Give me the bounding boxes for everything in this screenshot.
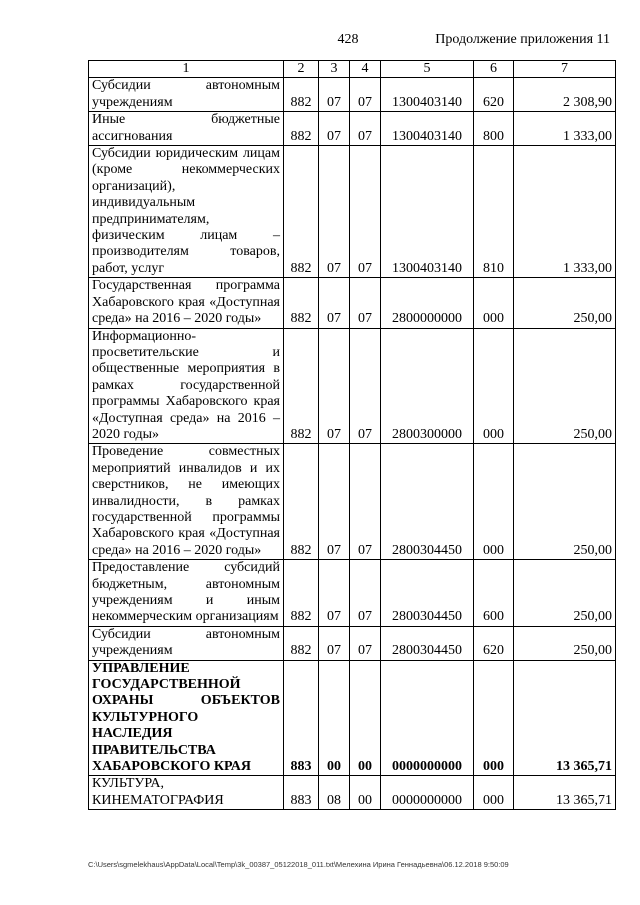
amount-cell: 250,00 bbox=[514, 278, 616, 328]
continuation-label: Продолжение приложения 11 bbox=[435, 32, 610, 47]
amount-cell: 13 365,71 bbox=[514, 660, 616, 776]
subsection-code-cell: 07 bbox=[350, 112, 381, 146]
amount-cell: 2 308,90 bbox=[514, 78, 616, 112]
amount-cell: 1 333,00 bbox=[514, 112, 616, 146]
subsection-code-cell: 00 bbox=[350, 660, 381, 776]
target-article-cell: 2800304450 bbox=[381, 560, 474, 627]
amount-cell: 1 333,00 bbox=[514, 146, 616, 278]
column-header: 7 bbox=[514, 61, 616, 78]
ministry-code-cell: 882 bbox=[284, 146, 319, 278]
section-code-cell: 07 bbox=[319, 328, 350, 444]
subsection-code-cell: 00 bbox=[350, 776, 381, 810]
table-row bbox=[89, 278, 616, 328]
target-article-cell: 0000000000 bbox=[381, 660, 474, 776]
table-row bbox=[89, 776, 616, 810]
section-code-cell: 00 bbox=[319, 660, 350, 776]
target-article-cell: 2800300000 bbox=[381, 328, 474, 444]
table-row bbox=[89, 112, 616, 146]
row-name-cell: Субсидии юридическим лицам (кроме некоммерческих организаций), индивидуальным предпринимателям, физическим лицам – производителям товаров, работ, услуг bbox=[89, 146, 284, 278]
table-row bbox=[89, 146, 616, 278]
table-header-row bbox=[89, 61, 616, 78]
table-row bbox=[89, 560, 616, 627]
budget-table bbox=[88, 60, 616, 810]
target-article-cell: 1300403140 bbox=[381, 78, 474, 112]
expense-type-cell: 620 bbox=[474, 626, 514, 660]
section-code-cell: 07 bbox=[319, 560, 350, 627]
subsection-code-cell: 07 bbox=[350, 444, 381, 560]
expense-type-cell: 000 bbox=[474, 328, 514, 444]
row-name-cell: Субсидии автономным учреждениям bbox=[89, 78, 284, 112]
amount-cell: 250,00 bbox=[514, 328, 616, 444]
section-code-cell: 07 bbox=[319, 278, 350, 328]
subsection-code-cell: 07 bbox=[350, 626, 381, 660]
expense-type-cell: 600 bbox=[474, 560, 514, 627]
target-article-cell: 2800304450 bbox=[381, 444, 474, 560]
ministry-code-cell: 882 bbox=[284, 78, 319, 112]
expense-type-cell: 800 bbox=[474, 112, 514, 146]
ministry-code-cell: 882 bbox=[284, 278, 319, 328]
ministry-code-cell: 883 bbox=[284, 776, 319, 810]
subsection-code-cell: 07 bbox=[350, 278, 381, 328]
ministry-code-cell: 882 bbox=[284, 560, 319, 627]
expense-type-cell: 810 bbox=[474, 146, 514, 278]
page-number: 428 bbox=[337, 32, 359, 47]
table-row bbox=[89, 78, 616, 112]
subsection-code-cell: 07 bbox=[350, 560, 381, 627]
row-name-cell: КУЛЬТУРА, КИНЕМАТОГРАФИЯ bbox=[89, 776, 284, 810]
ministry-code-cell: 882 bbox=[284, 626, 319, 660]
row-name-cell: Предоставление субсидий бюджетным, автономным учреждениям и иным некоммерческим организациям bbox=[89, 560, 284, 627]
section-code-cell: 08 bbox=[319, 776, 350, 810]
amount-cell: 13 365,71 bbox=[514, 776, 616, 810]
ministry-code-cell: 882 bbox=[284, 444, 319, 560]
expense-type-cell: 000 bbox=[474, 776, 514, 810]
table-row bbox=[89, 444, 616, 560]
amount-cell: 250,00 bbox=[514, 560, 616, 627]
target-article-cell: 1300403140 bbox=[381, 146, 474, 278]
column-header: 3 bbox=[319, 61, 350, 78]
subsection-code-cell: 07 bbox=[350, 78, 381, 112]
table-row bbox=[89, 660, 616, 776]
row-name-cell: Субсидии автономным учреждениям bbox=[89, 626, 284, 660]
column-header: 1 bbox=[89, 61, 284, 78]
ministry-code-cell: 883 bbox=[284, 660, 319, 776]
section-code-cell: 07 bbox=[319, 146, 350, 278]
ministry-code-cell: 882 bbox=[284, 328, 319, 444]
column-header: 6 bbox=[474, 61, 514, 78]
section-code-cell: 07 bbox=[319, 78, 350, 112]
subsection-code-cell: 07 bbox=[350, 328, 381, 444]
target-article-cell: 2800304450 bbox=[381, 626, 474, 660]
expense-type-cell: 620 bbox=[474, 78, 514, 112]
table-row bbox=[89, 328, 616, 444]
file-path-footer: C:\Users\sgmelekhaus\AppData\Local\Temp\3k_00387_05122018_011.txt\Мелехина Ирина Геннадьевна\06.12.2018 9:50:09 bbox=[88, 860, 509, 869]
subsection-code-cell: 07 bbox=[350, 146, 381, 278]
amount-cell: 250,00 bbox=[514, 626, 616, 660]
column-header: 2 bbox=[284, 61, 319, 78]
ministry-code-cell: 882 bbox=[284, 112, 319, 146]
amount-cell: 250,00 bbox=[514, 444, 616, 560]
column-header: 5 bbox=[381, 61, 474, 78]
section-code-cell: 07 bbox=[319, 444, 350, 560]
row-name-cell: УПРАВЛЕНИЕ ГОСУДАРСТВЕННОЙ ОХРАНЫ ОБЪЕКТОВ КУЛЬТУРНОГО НАСЛЕДИЯ ПРАВИТЕЛЬСТВА ХАБАРОВСКОГО КРАЯ bbox=[89, 660, 284, 776]
row-name-cell: Информационно-просветительские и общественные мероприятия в рамках государственной программы Хабаровского края «Доступная среда» на 2016 – 2020 годы» bbox=[89, 328, 284, 444]
expense-type-cell: 000 bbox=[474, 278, 514, 328]
column-header: 4 bbox=[350, 61, 381, 78]
table-row bbox=[89, 626, 616, 660]
section-code-cell: 07 bbox=[319, 626, 350, 660]
target-article-cell: 1300403140 bbox=[381, 112, 474, 146]
row-name-cell: Государственная программа Хабаровского края «Доступная среда» на 2016 – 2020 годы» bbox=[89, 278, 284, 328]
row-name-cell: Иные бюджетные ассигнования bbox=[89, 112, 284, 146]
target-article-cell: 2800000000 bbox=[381, 278, 474, 328]
expense-type-cell: 000 bbox=[474, 444, 514, 560]
target-article-cell: 0000000000 bbox=[381, 776, 474, 810]
expense-type-cell: 000 bbox=[474, 660, 514, 776]
section-code-cell: 07 bbox=[319, 112, 350, 146]
row-name-cell: Проведение совместных мероприятий инвалидов и их сверстников, не имеющих инвалидности, в рамках государственной программы Хабаровского края «Доступная среда» на 2016 – 2020 годы» bbox=[89, 444, 284, 560]
